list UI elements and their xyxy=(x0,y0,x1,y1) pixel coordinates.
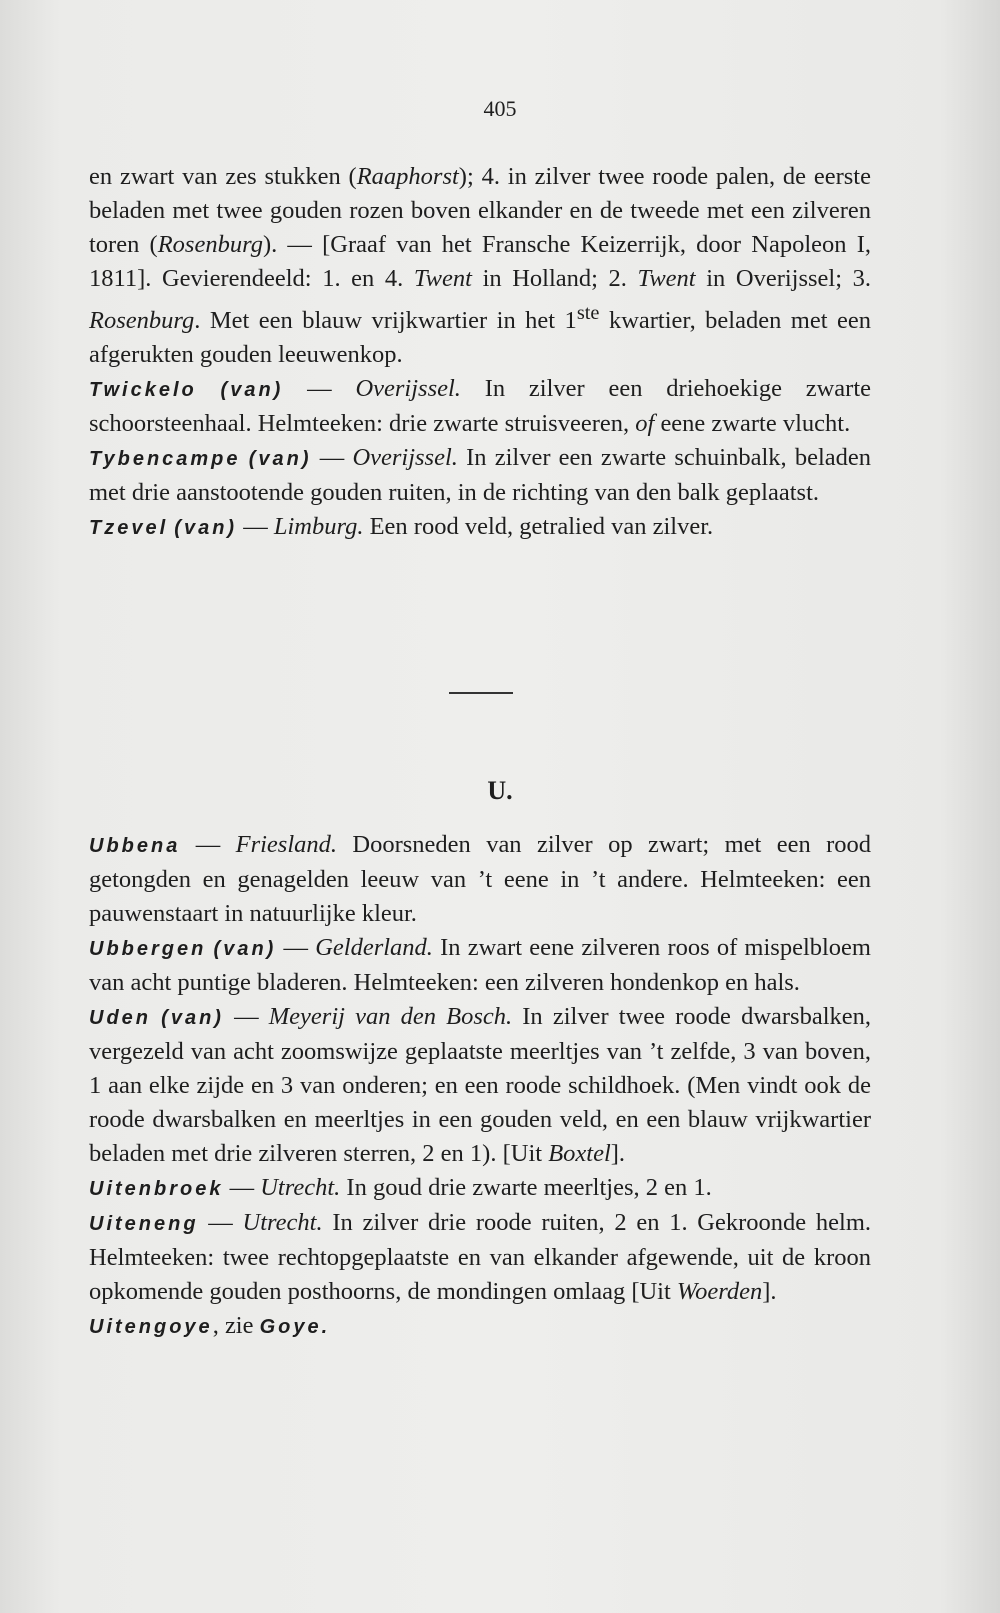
entry-uden: Uden (van) — Meyerij van den Bosch. In zilver twee roode dwarsbalken, vergezeld van acht zoomswijze geplaatste meerltjes van ’t zelfde, 3 van boven, 1 aan elke zijde en 3 van onderen; en een roode schildhoek. (Men vindt ook de roode dwarsbalken en meerltjes in een gouden veld, en een blauw vrijkwartier beladen met drie zilveren sterren, 2 en 1). [Uit Boxtel]. xyxy=(89,1003,872,1167)
entry-uiteneng: Uiteneng — Utrecht. In zilver drie roode ruiten, 2 en 1. Gekroonde helm. Helmteeken: twee rechtopgeplaatste en van elkander afgewende, uit de kroon opkomende gouden posthoorns, de mondingen omlaag [Uit Woerden]. xyxy=(89,1209,872,1305)
entry-tzevel: Tzevel (van) — Limburg. Een rood veld, getralied van zilver. xyxy=(89,513,714,541)
section-divider xyxy=(449,692,513,694)
text-block-top xyxy=(89,160,871,545)
entry-ubbena: Ubbena — Friesland. Doorsneden van zilver op zwart; met een rood getongden en genagelden leeuw van ’t eene in ’t andere. Helmteeken: een pauwenstaart in natuurlijke kleur. xyxy=(89,831,872,927)
entry-paragraph: en zwart van zes stukken (Raaphorst); 4. in zilver twee roode palen, de eerste beladen met twee gouden rozen boven elkander en de tweede met een zilveren toren (Rosenburg). — [Graaf van het Fransche Keizerrijk, door Napoleon I, 1811]. Gevierendeeld: 1. en 4. Twent in Holland; 2. Twent in Overijssel; 3. Rosenburg. Met een blauw vrijkwartier in het 1ste kwartier, beladen met een afgerukten gouden leeuwenkop. xyxy=(89,163,872,369)
entry-uitengoye: Uitengoye, zie Goye. xyxy=(89,1312,331,1339)
entry-twickelo: Twickelo (van) — Overijssel. In zilver een driehoekige zwarte schoorsteenhaal. Helmteeken: drie zwarte struisveeren, of eene zwarte vlucht. xyxy=(89,375,872,438)
entry-ubbergen: Ubbergen (van) — Gelderland. In zwart eene zilveren roos of mispelbloem van acht puntige bladeren. Helmteeken: een zilveren hondenkop en hals. xyxy=(89,934,871,996)
page-number: 405 xyxy=(483,96,517,121)
entry-tybencampe: Tybencampe (van) — Overijssel. In zilver een zwarte schuinbalk, beladen met drie aanstootende gouden ruiten, in de richting van den balk geplaatst. xyxy=(89,444,872,507)
text-block-u xyxy=(89,828,871,1344)
section-heading: U. xyxy=(487,776,513,805)
entry-uitenbroek: Uitenbroek — Utrecht. In goud drie zwarte meerltjes, 2 en 1. xyxy=(89,1174,712,1201)
